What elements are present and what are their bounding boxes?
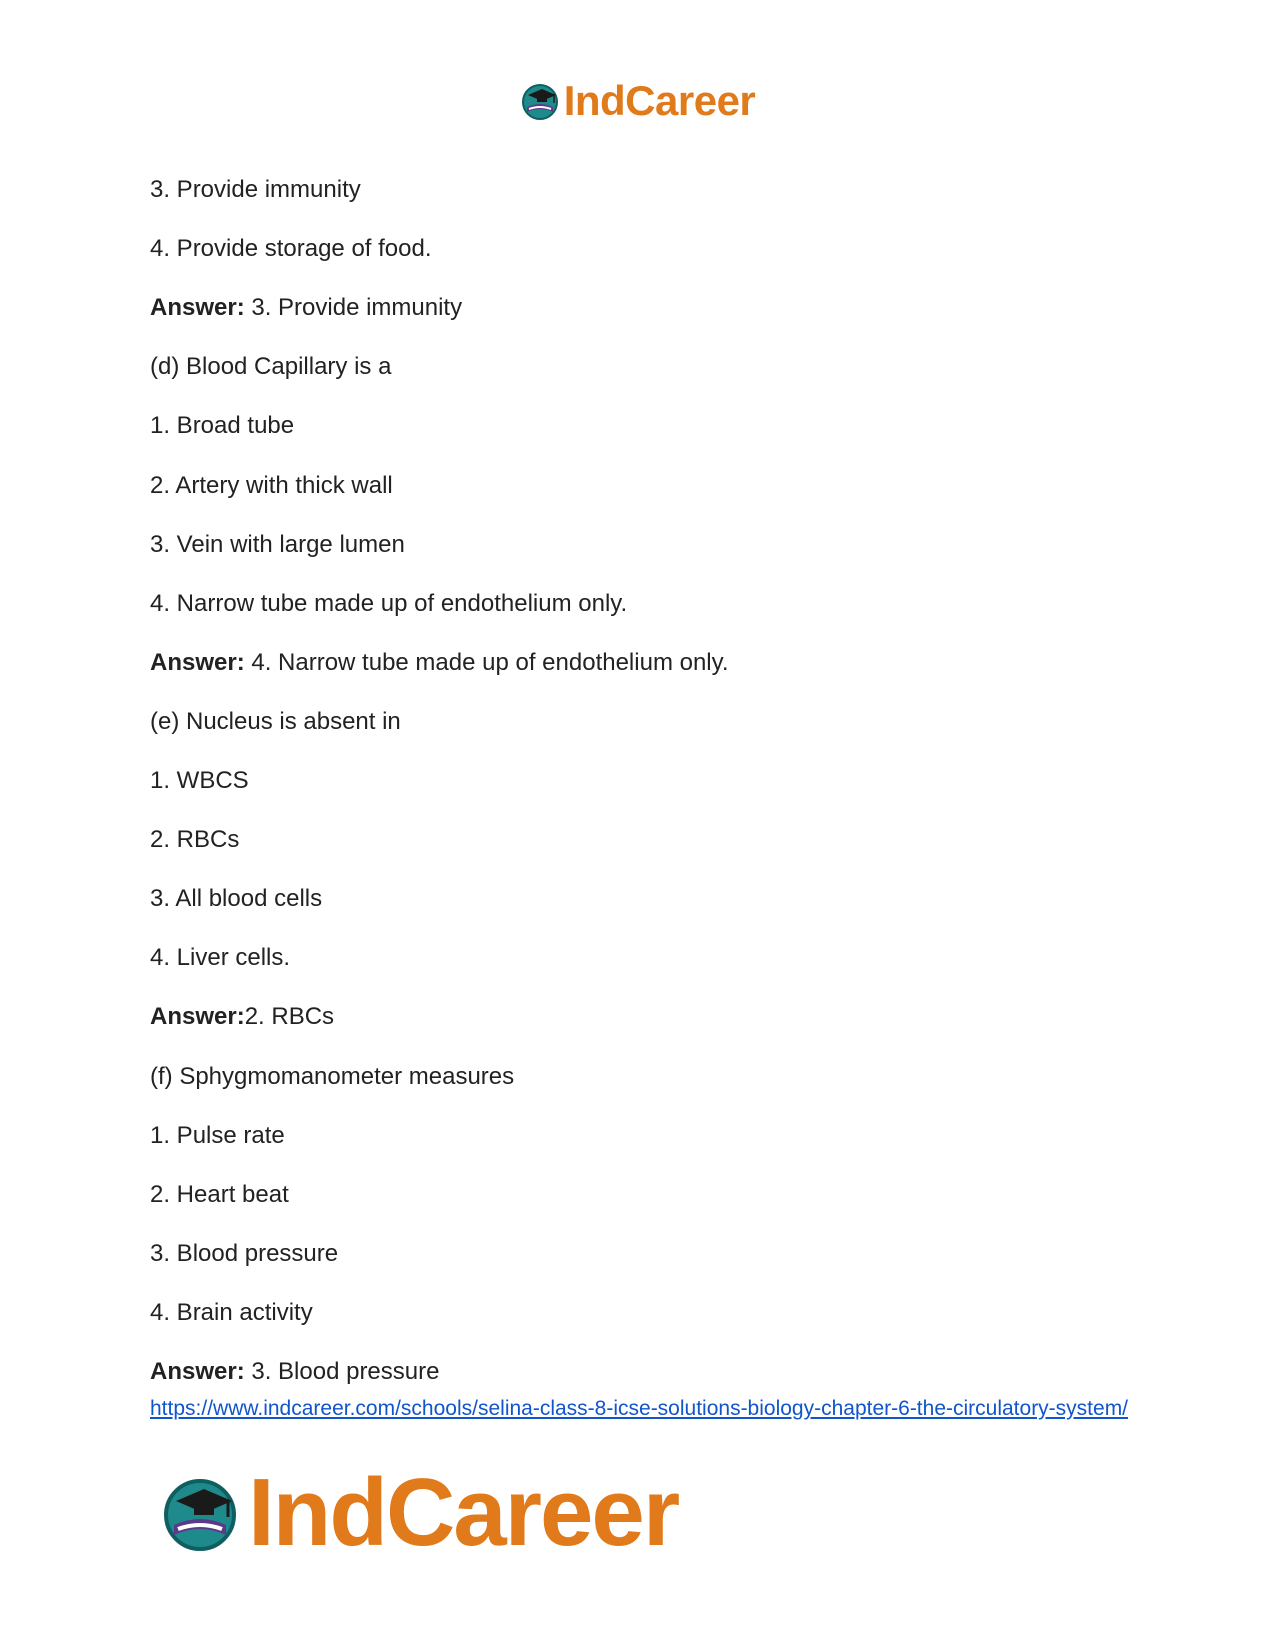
answer-text: 3. Blood pressure bbox=[244, 1358, 440, 1385]
header-brand-text: IndCareer bbox=[563, 77, 756, 124]
line-text: 4. Narrow tube made up of endothelium only. bbox=[150, 590, 628, 617]
footer-logo bbox=[160, 1459, 679, 1566]
line-text: 3. Vein with large lumen bbox=[150, 531, 405, 558]
question-line bbox=[150, 1063, 514, 1091]
line-text: (e) Nucleus is absent in bbox=[150, 708, 401, 735]
footer-brand-text: IndCareer bbox=[248, 1459, 679, 1566]
question-line bbox=[150, 235, 432, 263]
question-line bbox=[150, 826, 239, 854]
question-line bbox=[150, 531, 405, 559]
answer-line bbox=[150, 1358, 439, 1386]
line-text: 3. Blood pressure bbox=[150, 1240, 339, 1267]
answer-text: 3. Provide immunity bbox=[244, 294, 463, 321]
line-text: 1. Broad tube bbox=[150, 412, 295, 439]
answer-label: Answer: bbox=[150, 1003, 245, 1030]
line-text: (f) Sphygmomanometer measures bbox=[150, 1063, 515, 1090]
question-line bbox=[150, 1122, 285, 1150]
header-logo bbox=[0, 77, 1275, 124]
answer-line bbox=[150, 294, 462, 322]
question-line bbox=[150, 176, 361, 204]
answer-label: Answer: bbox=[150, 1358, 245, 1385]
question-line bbox=[150, 1299, 313, 1327]
question-line bbox=[150, 353, 391, 381]
question-line bbox=[150, 412, 294, 440]
question-line bbox=[150, 885, 322, 913]
answer-line bbox=[150, 649, 729, 677]
line-text: 1. WBCS bbox=[150, 767, 249, 794]
line-text: 2. Artery with thick wall bbox=[150, 472, 393, 499]
line-text: 3. Provide immunity bbox=[150, 176, 361, 203]
answer-text: 4. Narrow tube made up of endothelium only. bbox=[244, 649, 729, 676]
question-line bbox=[150, 708, 401, 736]
indcareer-logo bbox=[520, 77, 756, 124]
answer-text: 2. RBCs bbox=[244, 1003, 335, 1030]
answer-label: Answer: bbox=[150, 649, 245, 676]
line-text: 1. Pulse rate bbox=[150, 1122, 285, 1149]
line-text: 2. RBCs bbox=[150, 826, 240, 853]
question-line bbox=[150, 1240, 338, 1268]
line-text: 4. Provide storage of food. bbox=[150, 235, 432, 262]
line-text: 3. All blood cells bbox=[150, 885, 323, 912]
answer-label: Answer: bbox=[150, 294, 245, 321]
question-line bbox=[150, 1181, 289, 1209]
indcareer-logo-large bbox=[160, 1459, 679, 1566]
answer-line bbox=[150, 1003, 334, 1031]
line-text: (d) Blood Capillary is a bbox=[150, 353, 392, 380]
question-line bbox=[150, 944, 290, 972]
graduation-cap-globe-icon bbox=[520, 81, 560, 121]
line-text: 2. Heart beat bbox=[150, 1181, 289, 1208]
question-line bbox=[150, 590, 627, 618]
question-line bbox=[150, 472, 393, 500]
graduation-cap-globe-icon bbox=[160, 1473, 240, 1553]
question-line bbox=[150, 767, 249, 795]
source-url-link[interactable]: https://www.indcareer.com/schools/selina-class-8-icse-solutions-biology-chapter-6-the-circulatory-system/ bbox=[150, 1397, 1129, 1420]
line-text: 4. Liver cells. bbox=[150, 944, 291, 971]
line-text: 4. Brain activity bbox=[150, 1299, 313, 1326]
